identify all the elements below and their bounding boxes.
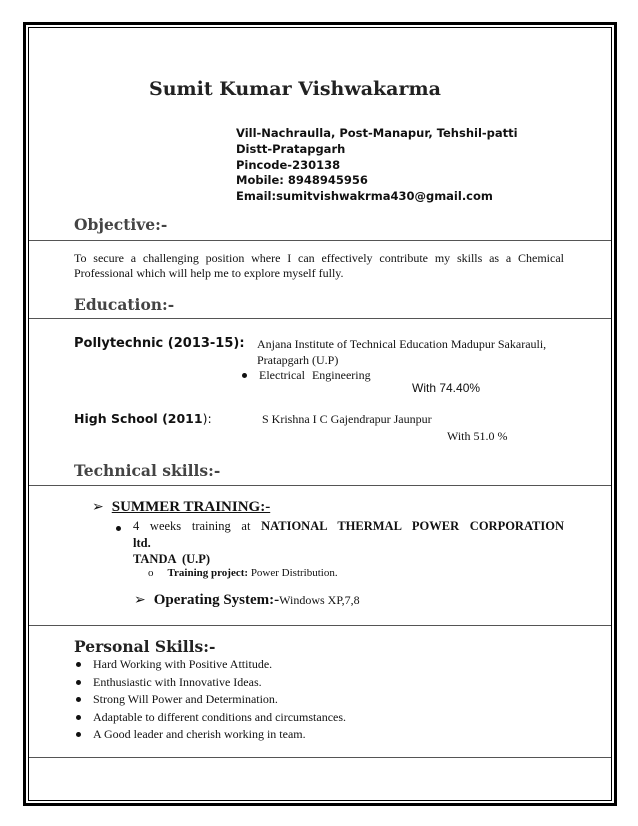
high-school-label	[74, 411, 212, 426]
polytechnic-branch-text: Electrical Engineering	[259, 368, 371, 382]
summer-training-heading	[92, 499, 270, 516]
arrow-bullet-icon: ➢	[92, 499, 104, 515]
objective-line-2: Professional which will help me to explore myself fully.	[74, 266, 344, 280]
training-project-label: Training project:	[167, 567, 249, 579]
bullet-icon	[76, 697, 81, 702]
high-school-label-suffix: ):	[202, 411, 212, 426]
bullet-icon	[116, 526, 121, 531]
training-description	[133, 519, 564, 534]
operating-system-label: Operating System:-	[153, 592, 280, 608]
personal-skill-text: Hard Working with Positive Attitude.	[93, 657, 273, 671]
project-marker-icon: o	[148, 567, 154, 579]
high-school-name: S Krishna I C Gajendrapur Jaunpur	[262, 412, 432, 426]
arrow-bullet-icon: ➢	[134, 592, 146, 608]
bullet-icon	[76, 662, 81, 667]
education-heading: Education:-	[74, 295, 175, 314]
objective-divider	[29, 240, 611, 241]
candidate-name: Sumit Kumar Vishwakarma	[149, 78, 441, 100]
bullet-icon	[76, 732, 81, 737]
personal-skill-text: Adaptable to different conditions and circumstances.	[93, 710, 347, 724]
address-line-email: Email:sumitvishwakrma430@gmail.com	[236, 189, 493, 203]
address-line-pincode: Pincode-230138	[236, 158, 341, 172]
polytechnic-institute-line1: Anjana Institute of Technical Education Madupur Sakarauli,	[257, 337, 547, 351]
training-prefix: 4 weeks training at	[133, 519, 251, 533]
polytechnic-label: Pollytechnic (2013-15):	[74, 336, 245, 351]
personal-heading: Personal Skills:-	[74, 637, 216, 656]
operating-system-value: Windows XP,7,8	[279, 593, 360, 607]
objective-text	[74, 251, 564, 281]
polytechnic-score: With 74.40%	[412, 381, 481, 395]
personal-skill-item	[76, 675, 262, 690]
bullet-icon	[242, 373, 247, 378]
personal-skill-item	[76, 657, 272, 672]
training-place: TANDA (U.P)	[133, 552, 211, 566]
bullet-icon	[76, 680, 81, 685]
training-organization: NATIONAL THERMAL POWER CORPORATION	[261, 519, 565, 533]
objective-heading: Objective:-	[74, 215, 168, 234]
summer-training-title: SUMMER TRAINING:-	[111, 499, 271, 515]
personal-skill-item	[76, 692, 278, 707]
address-line-village: Vill-Nachraulla, Post-Manapur, Tehshil-patti	[236, 126, 518, 140]
personal-skill-text: Strong Will Power and Determination.	[93, 692, 278, 706]
personal-divider-top	[29, 625, 611, 626]
address-line-district: Distt-Pratapgarh	[236, 142, 346, 156]
training-project-value: Power Distribution.	[248, 567, 338, 579]
training-org-suffix: ltd.	[133, 536, 151, 550]
personal-skill-text: A Good leader and cherish working in team.	[93, 727, 306, 741]
personal-divider-bottom	[29, 757, 611, 758]
personal-skill-item	[76, 727, 306, 742]
training-project	[148, 567, 338, 579]
technical-divider	[29, 485, 611, 486]
education-divider	[29, 318, 611, 319]
operating-system	[134, 592, 360, 609]
objective-line-1: To secure a challenging position where I can effectively contribute my skills as a Chemical	[74, 251, 564, 265]
personal-skill-item	[76, 710, 346, 725]
personal-skill-text: Enthusiastic with Innovative Ideas.	[93, 675, 262, 689]
bullet-icon	[76, 715, 81, 720]
technical-heading: Technical skills:-	[74, 461, 221, 480]
polytechnic-branch	[242, 368, 371, 383]
address-line-mobile: Mobile: 8948945956	[236, 173, 368, 187]
high-school-score: With 51.0 %	[447, 429, 508, 443]
high-school-label-text: High School (2011	[74, 411, 203, 426]
polytechnic-institute-line2: Pratapgarh (U.P)	[257, 353, 339, 367]
